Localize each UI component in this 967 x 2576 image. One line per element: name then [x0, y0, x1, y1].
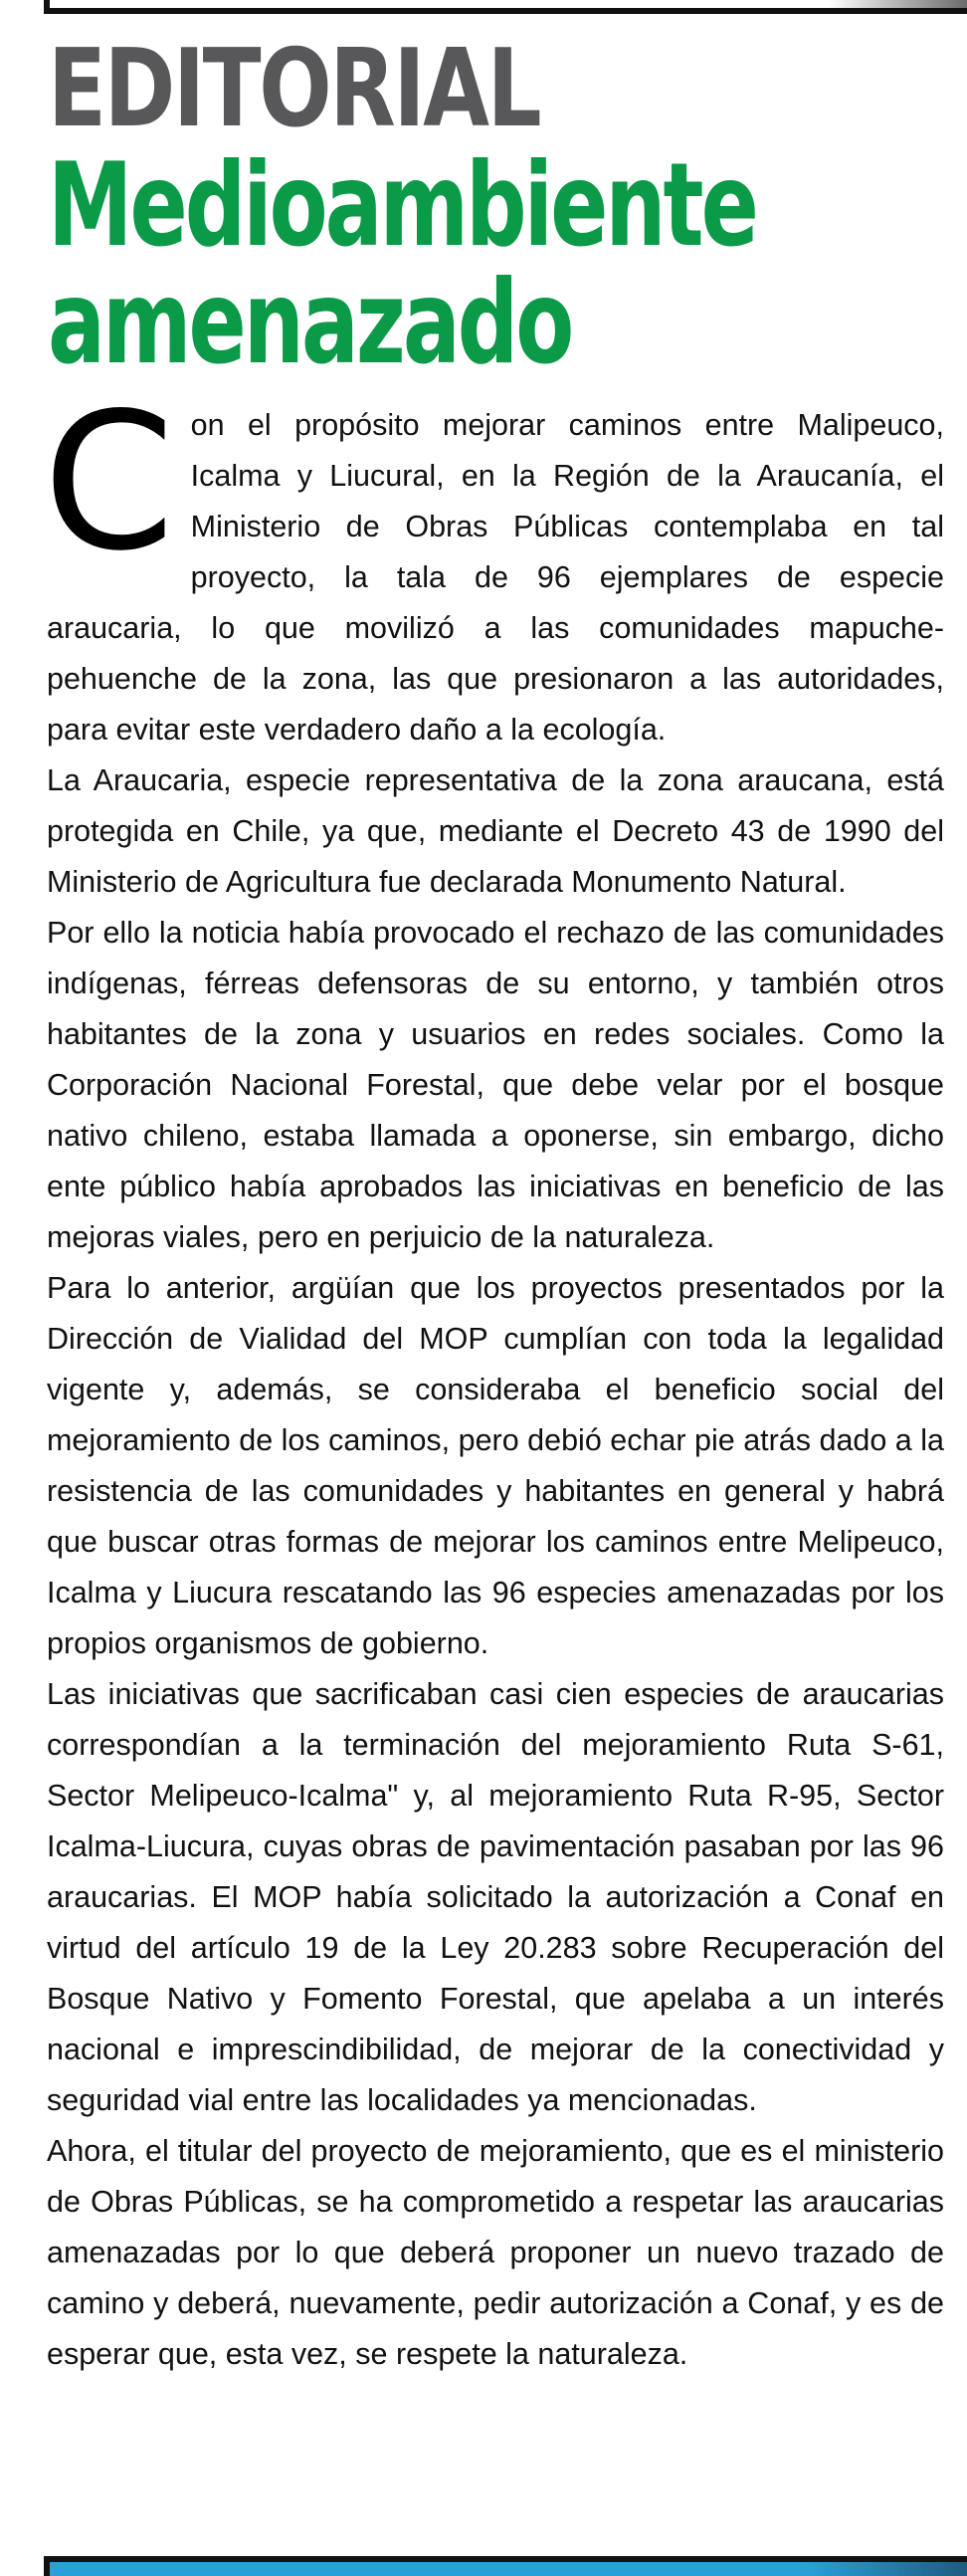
paragraph-1-text: on el propósito mejorar caminos entre Malipeuco, Icalma y Liucural, en la Región de la Araucanía, el Ministerio de Obras Públicas contemplaba en tal proyecto, la tala de 96 ejemplares de especie araucaria, lo que movilizó a las comunidades mapuche-pehuenche de la zona, las que presionaron a las autoridades, para evitar este verdadero daño a la ecología.: [47, 408, 944, 747]
headline: [48, 138, 858, 390]
headline-line-1: Medioambiente: [48, 138, 756, 273]
paragraph-1: [43, 372, 944, 755]
paragraph-2: La Araucaria, especie representativa de la zona araucana, está protegida en Chile, ya que, mediante el Decreto 43 de 1990 del Ministerio de Agricultura fue declarada Monumento Natural.: [47, 763, 944, 899]
paragraph-4: Para lo anterior, argüían que los proyectos presentados por la Dirección de Vialidad del MOP cumplían con toda la legalidad vigente y, además, se consideraba el beneficio social del mejoramiento de los caminos, pero debió echar pie atrás dado a la resistencia de las comunidades y habitantes en general y habrá que buscar otras formas de mejorar los caminos entre Melipeuco, Icalma y Liucura rescatando las 96 especies amenazadas por los propios organismos de gobierno.: [47, 1271, 944, 1660]
article-body: [43, 372, 944, 2380]
section-label: EDITORIAL: [48, 27, 540, 151]
paragraph-5: Las iniciativas que sacrificaban casi cien especies de araucarias correspondían a la terminación del mejoramiento Ruta S-61, Sector Melipeuco-Icalma" y, al mejoramiento Ruta R-95, Sector Icalma-Liucura, cuyas obras de pavimentación pasaban por las 96 araucarias. El MOP había solicitado la autorización a Conaf en virtud del artículo 19 de la Ley 20.283 sobre Recuperación del Bosque Nativo y Fomento Forestal, que apelaba a un interés nacional e imprescindibilidad, de mejorar de la conectividad y seguridad vial entre las localidades ya mencionadas.: [47, 1677, 944, 2117]
drop-cap: C: [43, 372, 175, 592]
top-border-rule: [44, 0, 967, 14]
top-border-shade: [828, 0, 967, 8]
paragraph-6: Ahora, el titular del proyecto de mejoramiento, que es el ministerio de Obras Públicas, se ha comprometido a respetar las araucarias amenazadas por lo que deberá proponer un nuevo trazado de camino y deberá, nuevamente, pedir autorización a Conaf, y es de esperar que, esta vez, se respete la naturaleza.: [47, 2134, 944, 2371]
bottom-border-bar: [44, 2556, 967, 2576]
paragraph-3: Por ello la noticia había provocado el rechazo de las comunidades indígenas, férreas defensoras de su entorno, y también otros habitantes de la zona y usuarios en redes sociales. Como la Corporación Nacional Forestal, que debe velar por el bosque nativo chileno, estaba llamada a oponerse, sin embargo, dicho ente público había aprobados las iniciativas en beneficio de las mejoras viales, pero en perjuicio de la naturaleza.: [47, 916, 944, 1254]
bottom-border-shade: [808, 2562, 967, 2576]
headline-line-2: amenazado: [48, 256, 572, 390]
